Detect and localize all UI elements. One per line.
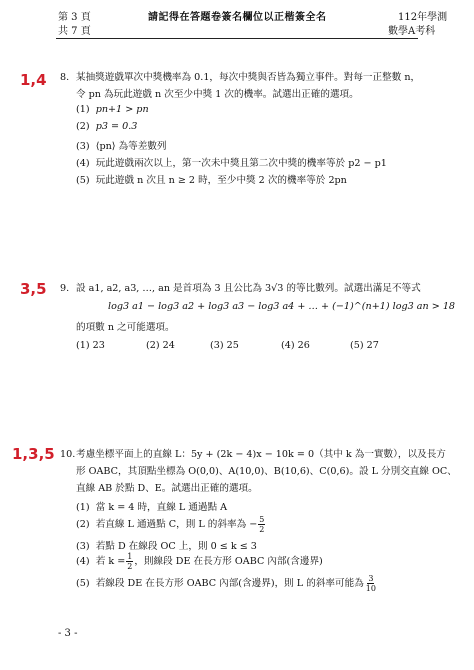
slope-fraction: $\frac{3}{10}$ [365,574,376,593]
option-label: (1) [76,340,90,351]
q9-option-2 [146,340,175,351]
q9-option-5 [350,340,379,351]
exam-year: 112年學測 [398,12,448,23]
q9-option-4 [281,340,310,351]
q9-option-1 [76,340,105,351]
option-text: p3 = 0.3 [95,121,138,132]
option-label: (5) [350,340,364,351]
header-divider [56,38,418,39]
option-value: 27 [366,340,379,351]
option-text: 玩此遊戲 n 次且 n ≥ 2 時，至少中獎 2 次的機率等於 2pn [95,175,347,186]
option-label: (2) [76,121,90,132]
q9-number: 9. [60,283,70,294]
q8-stem-line2: 令 pn 為玩此遊戲 n 次至少中獎 1 次的機率。試選出正確的選項。 [76,89,359,100]
total-pages-label: 共 7 頁 [58,26,91,37]
q9-tail: 的項數 n 之可能選項。 [76,322,175,333]
option-label: (4) [76,158,90,169]
q10-stem-line1: 考慮坐標平面上的直線 L：5y + (2k − 4)x − 10k = 0（其中 k 為一實數），以及長方 [76,449,446,460]
k-fraction: $\frac{1}{2}$ [127,552,133,571]
option-label: (2) [146,340,160,351]
handwritten-answer-q9: 3,5 [20,280,47,298]
q10-option-5 [76,574,378,593]
option-text: 當 k = 4 時，直線 L 通過點 A [95,502,228,513]
option-label: (2) [76,519,90,530]
q8-option-5 [76,172,347,186]
handwritten-answer-q8: 1,4 [20,71,47,89]
q8-option-2 [76,121,137,132]
q10-stem-line3: 直線 AB 於點 D、E。試選出正確的選項。 [76,483,258,494]
option-text: pn+1 > pn [95,104,149,115]
option-value: 24 [162,340,175,351]
q10-option-4 [76,552,323,571]
option-text: 若線段 DE 在長方形 OABC 內部(含邊界)，則 L 的斜率可能為 [95,578,364,589]
option-label: (5) [76,175,90,186]
page-label: 第 3 頁 [58,12,91,23]
option-text: ⟨pn⟩ 為等差數列 [95,141,167,152]
signature-notice: 請記得在答題卷簽名欄位以正楷簽全名 [148,12,327,23]
option-label: (1) [76,104,90,115]
handwritten-answer-q10: 1,3,5 [12,445,55,463]
page-number-footer: - 3 - [58,628,78,639]
q8-option-4 [76,155,387,169]
option-text: 若 k = [95,556,126,567]
option-text-after: ，則線段 DE 在長方形 OABC 內部(含邊界) [134,556,323,567]
option-text: 若點 D 在線段 OC 上，則 0 ≤ k ≤ 3 [95,541,257,552]
option-label: (3) [76,541,90,552]
q10-number: 10. [60,449,76,460]
q9-option-3 [210,340,239,351]
option-value: 23 [92,340,105,351]
q8-stem-line1: 某抽獎遊戲單次中獎機率為 0.1，每次中獎與否皆為獨立事件。對每一正整數 n， [76,72,421,83]
q8-option-1 [76,104,149,115]
slope-fraction: $\frac{5}{2}$ [259,515,265,534]
option-label: (3) [210,340,224,351]
q10-option-1 [76,499,227,513]
subject-label: 數學A考科 [388,26,436,37]
option-label: (5) [76,578,90,589]
option-value: 25 [226,340,239,351]
option-text: 玩此遊戲兩次以上，第一次未中獎且第二次中獎的機率等於 p2 − p1 [95,158,387,169]
option-label: (4) [76,556,90,567]
q10-option-2 [76,515,266,534]
option-label: (4) [281,340,295,351]
option-label: (3) [76,141,90,152]
option-label: (1) [76,502,90,513]
q8-option-3 [76,138,167,152]
q9-stem: 設 a1, a2, a3, …, an 是首項為 3 且公比為 3√3 的等比數列。試選出滿足不等式 [76,283,421,294]
option-text: 若直線 L 通過點 C，則 L 的斜率為 − [95,519,258,530]
q10-option-3 [76,538,257,552]
q9-inequality: log3 a1 − log3 a2 + log3 a3 − log3 a4 + … + (−1)^(n+1) log3 an > 18 [108,301,456,312]
option-value: 26 [297,340,310,351]
q10-stem-line2: 形 OABC，其頂點坐標為 O(0,0)、A(10,0)、B(10,6)、C(0,6)。設 L 分別交直線 OC、 [76,466,457,477]
q8-number: 8. [60,72,70,83]
